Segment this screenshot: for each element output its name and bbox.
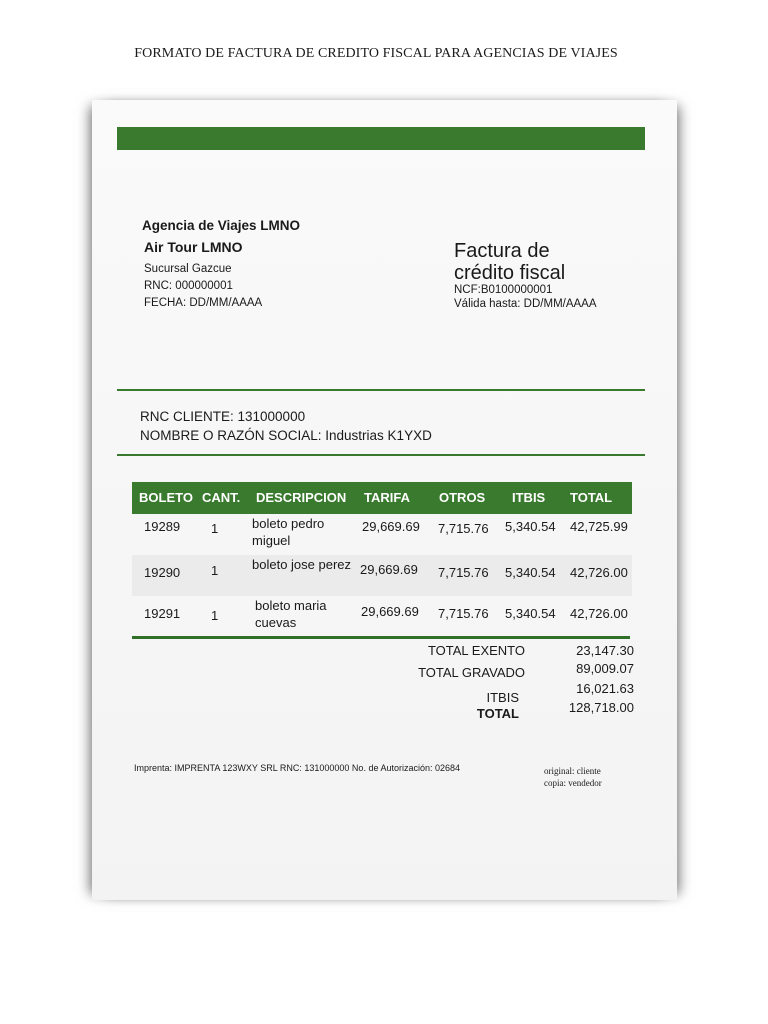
agency-name: Agencia de Viajes LMNO (142, 218, 301, 233)
divider-bottom (117, 454, 645, 456)
divider-top (117, 389, 645, 391)
col-total: TOTAL (570, 490, 613, 505)
cell-boleto: 19289 (144, 519, 181, 534)
total-exento-label: TOTAL EXENTO (427, 643, 525, 658)
itbis-label: ITBIS (486, 690, 519, 705)
cell-boleto: 19291 (144, 606, 181, 621)
cell-total: 42,726.00 (570, 606, 628, 621)
col-tarifa: TARIFA (364, 490, 410, 505)
client-rnc: RNC CLIENTE: 131000000 (140, 409, 306, 424)
ncf: NCF:B0100000001 (454, 284, 553, 296)
cell-cant: 1 (211, 521, 219, 536)
table-header (132, 482, 632, 514)
cell-itbis: 5,340.54 (505, 565, 556, 580)
cell-cant: 1 (211, 563, 219, 578)
cell-itbis: 5,340.54 (505, 606, 556, 621)
invoice-sheet (92, 100, 677, 900)
table-bottom-rule (132, 636, 630, 639)
col-boleto: BOLETO (139, 490, 193, 505)
copies-note (544, 765, 602, 789)
valid-until: Válida hasta: DD/MM/AAAA (454, 298, 597, 310)
itbis-value: 16,021.63 (576, 681, 634, 696)
cell-total: 42,726.00 (570, 565, 628, 580)
copy-note: copia: vendedor (544, 778, 602, 788)
cell-boleto: 19290 (144, 565, 181, 580)
client-name: NOMBRE O RAZÓN SOCIAL: Industrias K1YXD (140, 428, 432, 443)
items-table (132, 482, 632, 637)
cell-desc: boleto maria cuevas (255, 598, 327, 630)
cell-desc: boleto pedro miguel (252, 516, 325, 548)
col-otros: OTROS (439, 490, 486, 505)
total-exento-value: 23,147.30 (576, 643, 634, 658)
cell-cant: 1 (211, 608, 219, 623)
cell-total: 42,725.99 (570, 519, 628, 534)
cell-itbis: 5,340.54 (505, 519, 556, 534)
table-row (132, 514, 632, 555)
total-value: 128,718.00 (568, 700, 634, 715)
table-row (132, 555, 632, 596)
col-descripcion: DESCRIPCION (256, 490, 347, 505)
client-block (140, 407, 432, 445)
cell-tarifa: 29,669.69 (361, 604, 419, 619)
col-cant: CANT. (202, 490, 241, 505)
brand-name: Air Tour LMNO (144, 239, 243, 255)
invoice-meta (454, 283, 597, 311)
total-label: TOTAL (476, 706, 519, 721)
page-title: FORMATO DE FACTURA DE CREDITO FISCAL PARA AGENCIAS DE VIAJES (134, 46, 618, 61)
cell-tarifa: 29,669.69 (362, 519, 420, 534)
invoice-title-line1: Factura de (454, 240, 550, 262)
col-itbis: ITBIS (512, 490, 546, 505)
cell-tarifa: 29,669.69 (360, 562, 418, 577)
issuer-details (144, 261, 262, 312)
total-gravado-value: 89,009.07 (576, 661, 634, 676)
branch: Sucursal Gazcue (144, 263, 232, 275)
cell-otros: 7,715.76 (438, 606, 489, 621)
table-row (132, 596, 632, 637)
cell-desc: boleto jose perez (252, 557, 352, 572)
issuer-rnc: RNC: 000000001 (144, 280, 233, 292)
printer-info: Imprenta: IMPRENTA 123WXY SRL RNC: 131000000 No. de Autorización: 02684 (134, 763, 461, 773)
cell-otros: 7,715.76 (438, 521, 489, 536)
cell-otros: 7,715.76 (438, 565, 489, 580)
total-gravado-label: TOTAL GRAVADO (418, 665, 525, 680)
issue-date: FECHA: DD/MM/AAAA (144, 297, 263, 309)
invoice-title-line2: crédito fiscal (454, 262, 566, 284)
header-bar (117, 127, 645, 150)
original-note: original: cliente (544, 766, 601, 776)
invoice-title (454, 240, 565, 284)
